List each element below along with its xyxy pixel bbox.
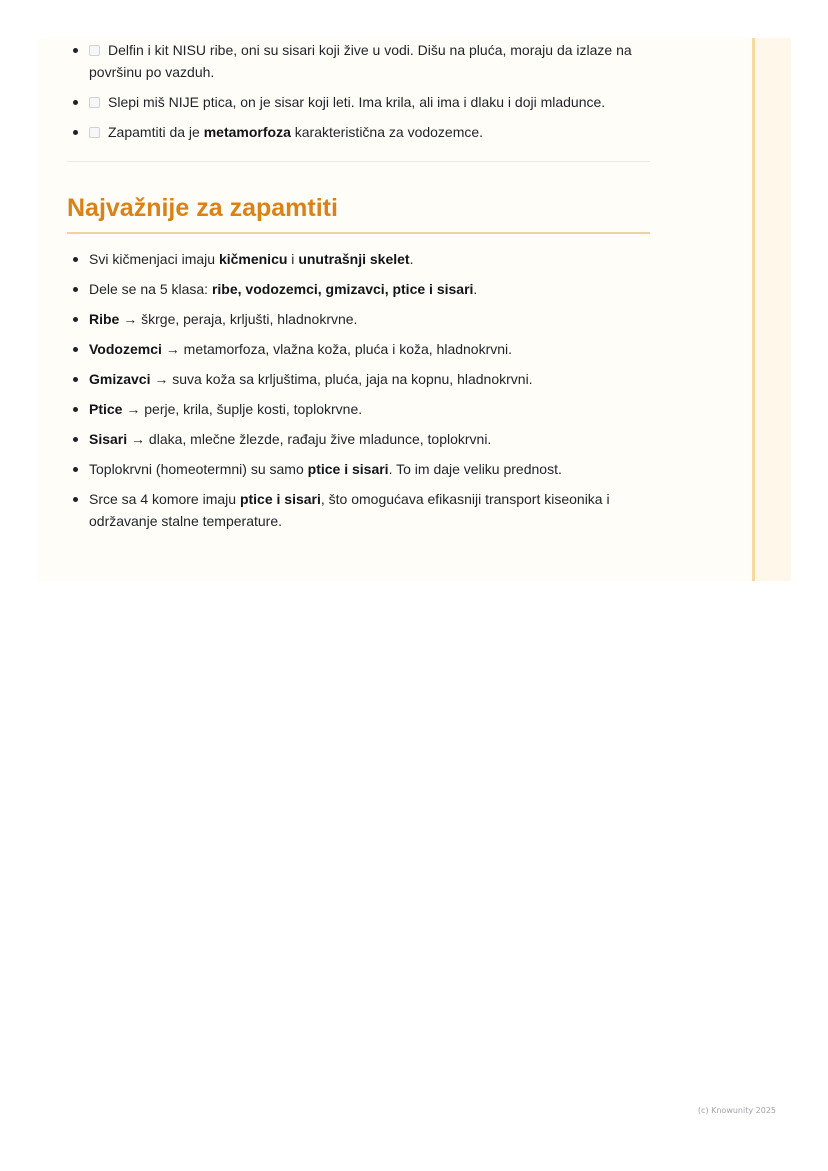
summary-list <box>67 248 650 532</box>
todo-text-suffix: karakteristična za vodozemce. <box>290 124 484 140</box>
bold-text: ptice i sisari <box>239 491 321 507</box>
checkbox[interactable] <box>89 45 100 56</box>
text: Srce sa 4 komore imaju <box>89 491 240 507</box>
bold-text: unutrašnji skelet <box>298 251 410 267</box>
bullet-icon <box>73 497 78 502</box>
checkbox[interactable] <box>89 127 100 138</box>
bullet-icon <box>73 407 78 412</box>
list-item <box>67 338 650 360</box>
list-item <box>67 368 650 390</box>
bold-text: Sisari <box>89 431 128 447</box>
bullet-icon <box>73 257 78 262</box>
bold-text: Ribe <box>89 311 120 327</box>
list-item <box>67 308 650 330</box>
text: Svi kičmenjaci imaju <box>89 251 219 267</box>
text: → metamorfoza, vlažna koža, pluća i koža, hladnokrvni. <box>161 341 513 357</box>
bold-text: Ptice <box>89 401 123 417</box>
bullet-icon <box>73 437 78 442</box>
todo-item <box>67 121 650 143</box>
list-item <box>67 248 650 270</box>
todo-item <box>67 91 650 113</box>
text: , što omogućava efikasniji transport kiseonika i održavanje stalne temperature. <box>89 491 610 529</box>
bold-text: ribe, vodozemci, gmizavci, ptice i sisari <box>211 281 474 297</box>
bullet-icon <box>73 130 78 135</box>
bold-text: kičmenicu <box>218 251 288 267</box>
todo-text-prefix: Zapamtiti da je <box>108 124 204 140</box>
text: Toplokrvni (homeotermni) su samo <box>89 461 308 477</box>
bullet-icon <box>73 377 78 382</box>
text: . To im daje veliku prednost. <box>388 461 562 477</box>
list-item <box>67 458 650 480</box>
text: i <box>287 251 299 267</box>
list-item <box>67 488 650 532</box>
text: → perje, krila, šuplje kosti, toplokrvne. <box>122 401 363 417</box>
section-title: Najvažnije za zapamtiti <box>67 194 338 222</box>
section-divider <box>67 161 650 162</box>
copyright-footer: (c) Knowunity 2025 <box>697 1106 776 1115</box>
text: . <box>473 281 478 297</box>
bold-text: Vodozemci <box>89 341 162 357</box>
bullet-icon <box>73 347 78 352</box>
todo-text-bold: metamorfoza <box>203 124 291 140</box>
text: → dlaka, mlečne žlezde, rađaju žive mladunce, toplokrvni. <box>127 431 492 447</box>
side-band <box>752 38 791 581</box>
bold-text: Gmizavci <box>89 371 151 387</box>
bold-text: ptice i sisari <box>307 461 389 477</box>
todo-list <box>67 38 650 143</box>
text: Dele se na 5 klasa: <box>89 281 212 297</box>
todo-text: Slepi miš NIJE ptica, on je sisar koji leti. Ima krila, ali ima i dlaku i doji mladunce. <box>108 94 606 110</box>
content <box>67 38 650 540</box>
text: → škrge, peraja, krljušti, hladnokrvne. <box>119 311 358 327</box>
todo-item <box>67 39 650 83</box>
bullet-icon <box>73 317 78 322</box>
checkbox[interactable] <box>89 97 100 108</box>
bullet-icon <box>73 100 78 105</box>
section-title-underline <box>67 232 650 234</box>
bullet-icon <box>73 48 78 53</box>
bullet-icon <box>73 467 78 472</box>
bullet-icon <box>73 287 78 292</box>
text: → suva koža sa krljuštima, pluća, jaja na kopnu, hladnokrvni. <box>150 371 533 387</box>
todo-text: Delfin i kit NISU ribe, oni su sisari koji žive u vodi. Dišu na pluća, moraju da izlaze na površinu po vazduh. <box>89 42 632 80</box>
list-item <box>67 398 650 420</box>
list-item <box>67 428 650 450</box>
text: . <box>409 251 414 267</box>
list-item <box>67 278 650 300</box>
